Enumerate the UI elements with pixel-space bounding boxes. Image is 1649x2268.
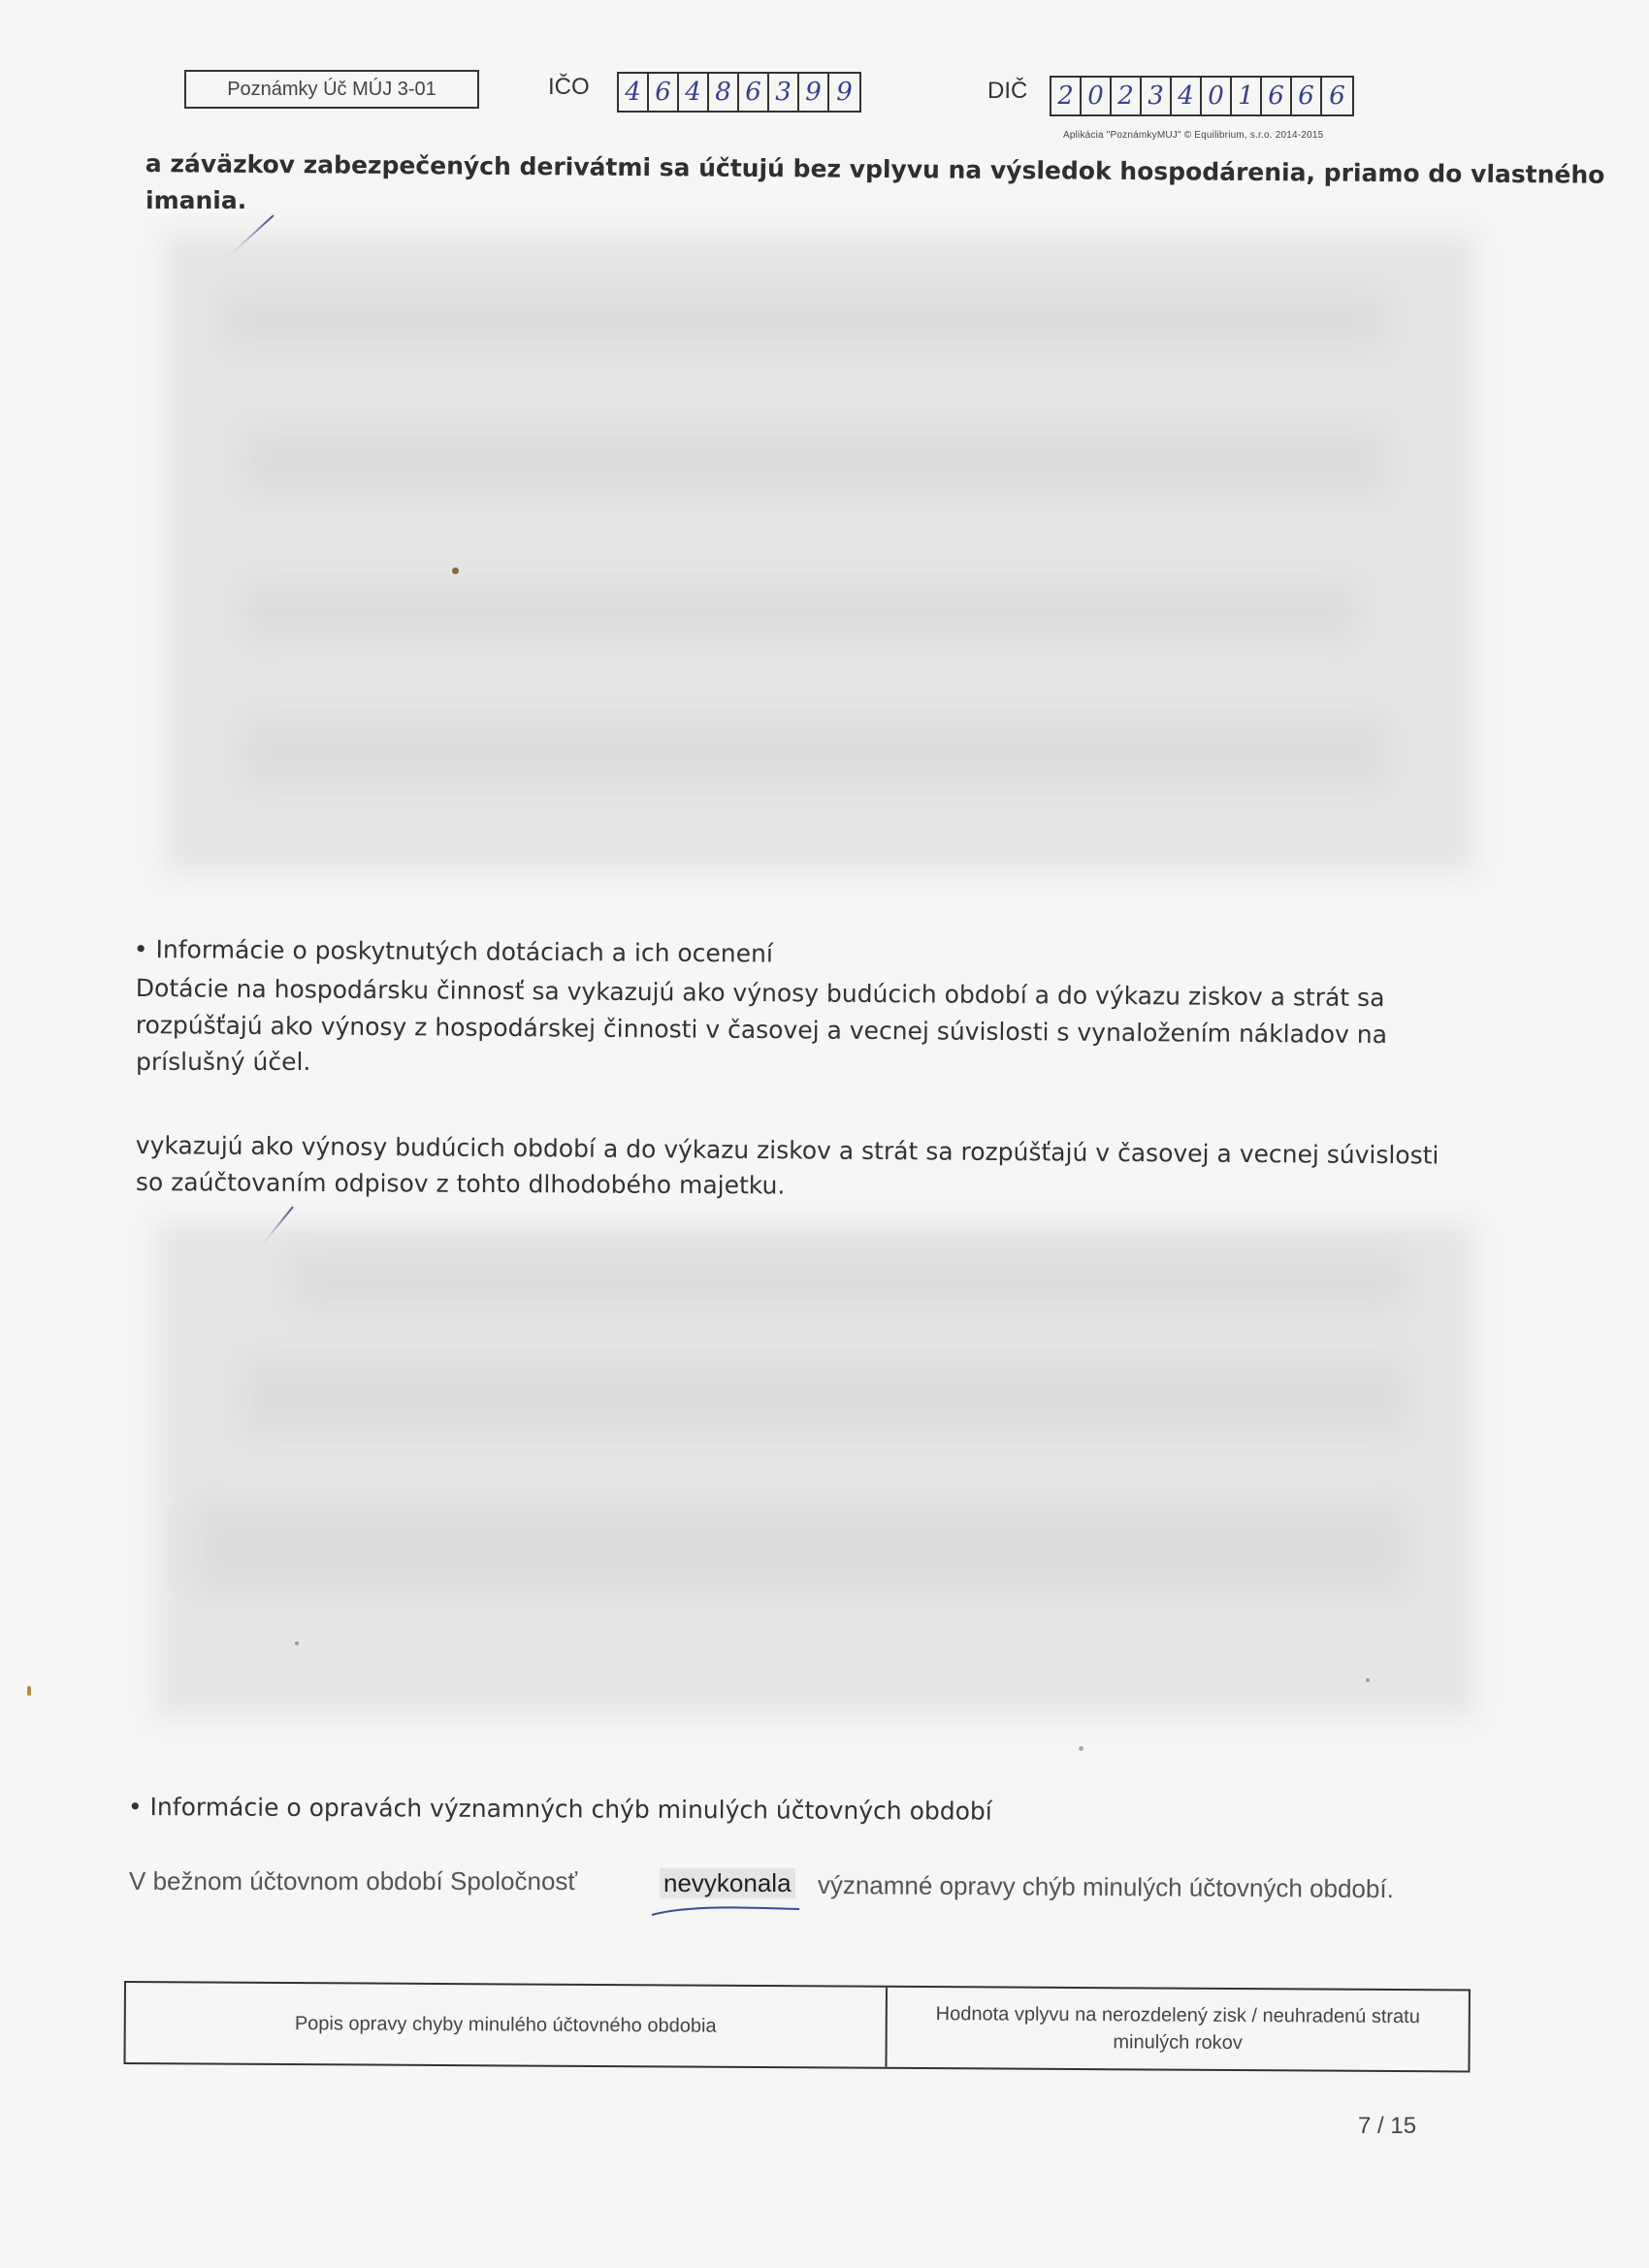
corrections-table-header [123, 1981, 1470, 2072]
dic-digit: 2 [1112, 78, 1142, 114]
ico-digit: 9 [836, 78, 853, 107]
ico-digit: 3 [769, 74, 799, 111]
dic-digit: 6 [1292, 78, 1322, 114]
corrections-sentence-suffix: významné opravy chýb minulých účtovných období. [817, 1870, 1394, 1904]
redacted-band [291, 1251, 1406, 1310]
ico-digit: 4 [619, 74, 649, 111]
table-col2-header: Hodnota vplyvu na nerozdelený zisk / neuhradenú stratu minulých rokov [935, 2003, 1420, 2055]
dic-digit: 3 [1142, 78, 1172, 114]
ico-digit-boxes [617, 72, 861, 113]
scan-speck [27, 1686, 31, 1696]
subsidies-para2-line1: vykazujú ako výnosy budúcich období a do výkazu ziskov a strát sa rozpúšťajú v časovej a vecnej súvislosti [135, 1130, 1439, 1170]
top-text-line-1: a záväzkov zabezpečených derivátmi sa účtujú bez vplyvu na výsledok hospodárenia, priamo do vlastného [145, 148, 1605, 189]
dic-digit: 2 [1051, 78, 1082, 114]
subsidies-para1-line1: Dotácie na hospodársku činnosť sa vykazujú ako výnosy budúcich období a do výkazu ziskov a strát sa [135, 973, 1385, 1013]
dic-digit: 4 [1172, 78, 1202, 114]
redacted-band [242, 582, 1358, 640]
corrections-heading: • Informácie o opravách významných chýb minulých účtovných období [127, 1793, 992, 1826]
dic-digit: 0 [1202, 78, 1232, 114]
corrections-sentence-prefix: V bežnom účtovnom období Spoločnosť [129, 1866, 578, 1895]
pen-underline-mark [648, 1901, 803, 1921]
dic-digit-boxes [1050, 76, 1354, 116]
form-id-box: Poznámky Úč MÚJ 3-01 [184, 70, 479, 109]
scan-speck [1079, 1746, 1083, 1751]
subsidies-para1-line2: rozpúšťajú ako výnosy z hospodárskej činnosti v časovej a vecnej súvislosti s vynaložením nákladov na [135, 1010, 1388, 1050]
subsidies-heading: • Informácie o poskytnutých dotáciach a ich ocenení [133, 934, 773, 968]
subsidies-para1-line3: príslušný účel. [136, 1048, 311, 1076]
ico-digit: 6 [739, 74, 769, 111]
ico-digit: 8 [709, 74, 739, 111]
page-number: 7 / 15 [1358, 2113, 1417, 2139]
subsidies-para2-line2: so zaúčtovaním odpisov z tohto dlhodobého majetku. [135, 1168, 786, 1200]
corrections-choice-value: nevykonala [660, 1868, 795, 1898]
ico-digit: 4 [679, 74, 709, 111]
scan-speck [1366, 1678, 1370, 1682]
ico-label: IČO [548, 74, 590, 100]
top-text-line-2: imania. [146, 186, 247, 214]
redacted-band [223, 291, 1387, 349]
redacted-band [242, 718, 1387, 786]
table-col1-header: Popis opravy chyby minulého účtovného obdobia [125, 1983, 887, 2067]
scan-speck [452, 567, 459, 574]
dic-digit: 6 [1329, 81, 1345, 111]
dic-digit: 6 [1262, 78, 1292, 114]
ico-digit: 9 [799, 74, 829, 111]
dic-digit: 1 [1232, 78, 1262, 114]
app-copyright-note: Aplikácia "PoznámkyMUJ" © Equilibrium, s.r.o. 2014-2015 [1063, 130, 1324, 141]
dic-digit: 0 [1082, 78, 1112, 114]
redacted-band [194, 1504, 1406, 1591]
dic-label: DIČ [987, 78, 1028, 104]
ico-digit: 6 [649, 74, 679, 111]
redacted-band [242, 427, 1387, 495]
redacted-band [242, 1358, 1406, 1436]
scan-speck [295, 1641, 299, 1645]
